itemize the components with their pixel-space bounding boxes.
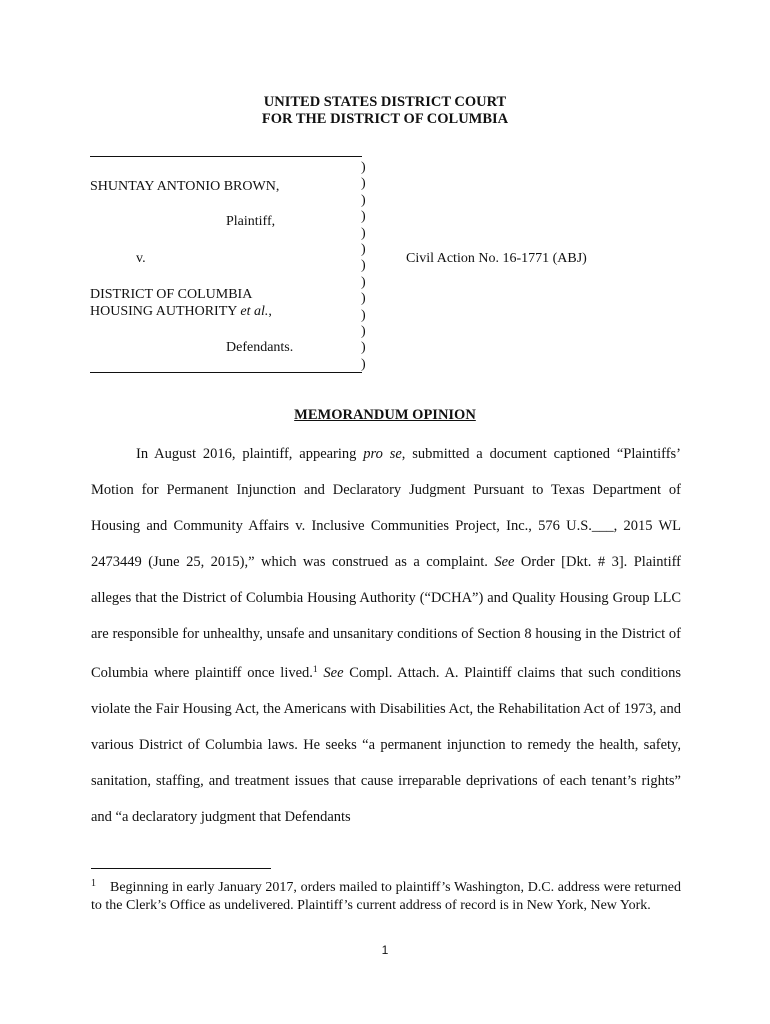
defendant-name-suffix: , <box>268 304 272 319</box>
court-name-line1: UNITED STATES DISTRICT COURT <box>263 94 507 110</box>
footnote <box>91 875 681 914</box>
footnote-text: Beginning in early January 2017, orders mailed to plaintiff’s Washington, D.C. address were returned to the Clerk’s Office as undelivered. Plaintiff’s current address of record is in New York, New York. <box>91 880 681 913</box>
body-s2: , submitted a document captioned “Plaintiffs’ Motion for Permanent Injunction and Declaratory Judgment Pursuant to Texas Department of Housing and Community Affairs v. Inclusive Communities Project, Inc., 576 U.S.___, 2015 WL 2473449 (June 25, 2015),” which was construed as a complaint. <box>91 446 681 570</box>
caption-paren: ) <box>361 192 366 208</box>
caption-top-rule <box>90 156 362 157</box>
body-pro-se: pro se <box>363 446 402 462</box>
defendant-role: Defendants. <box>226 340 294 355</box>
caption-parentheses <box>361 160 366 373</box>
body-see-signal: See <box>494 554 515 570</box>
et-al: et al. <box>240 304 269 319</box>
defendant-name-line1: DISTRICT OF COLUMBIA <box>90 287 253 302</box>
caption-paren: ) <box>361 291 366 307</box>
court-header <box>0 94 770 128</box>
caption-bottom-rule <box>90 372 362 373</box>
footnote-rule <box>91 868 271 869</box>
caption-paren: ) <box>361 307 366 323</box>
defendant-name-line2 <box>90 303 272 320</box>
caption-paren: ) <box>361 340 366 356</box>
caption-paren: ) <box>361 274 366 290</box>
footnote-reference[interactable]: 1 <box>312 665 318 675</box>
versus: v. <box>136 251 146 266</box>
body-s3: Order [Dkt. # 3]. Plaintiff alleges that the District of Columbia Housing Authority (“DCHA”) and Quality Housing Group LLC are responsible for unhealthy, unsafe and unsanitary conditions of Section 8 housing in the District of Columbia where plaintiff once lived. <box>91 554 681 681</box>
opinion-body-paragraph <box>91 436 681 835</box>
plaintiff-role: Plaintiff, <box>226 214 276 229</box>
defendant-name-prefix: HOUSING AUTHORITY <box>90 304 241 319</box>
civil-action-number: Civil Action No. 16-1771 (ABJ) <box>406 251 587 266</box>
caption-paren: ) <box>361 324 366 340</box>
body-s1: In August 2016, plaintiff, appearing <box>136 446 364 462</box>
caption-paren: ) <box>361 209 366 225</box>
caption-paren: ) <box>361 160 366 175</box>
caption-paren: ) <box>361 225 366 241</box>
plaintiff-name: SHUNTAY ANTONIO BROWN, <box>90 179 280 194</box>
opinion-title: MEMORANDUM OPINION <box>294 407 476 423</box>
caption-paren: ) <box>361 242 366 258</box>
footnote-number: 1 <box>91 878 96 889</box>
caption-paren: ) <box>361 176 366 192</box>
body-s4: Compl. Attach. A. Plaintiff claims that such conditions violate the Fair Housing Act, the Americans with Disabilities Act, the Rehabilitation Act of 1973, and various District of Columbia laws. He seeks “a permanent injunction to remedy the health, safety, sanitation, staffing, and treatment issues that cause irreparable deprivations of each tenant’s rights” and “a declaratory judgment that Defendants <box>91 665 681 825</box>
court-name-line2: FOR THE DISTRICT OF COLUMBIA <box>261 111 509 127</box>
caption-paren: ) <box>361 356 366 372</box>
body-see-signal-2: See <box>323 665 344 681</box>
page-number: 1 <box>381 943 389 957</box>
caption-paren: ) <box>361 258 366 274</box>
